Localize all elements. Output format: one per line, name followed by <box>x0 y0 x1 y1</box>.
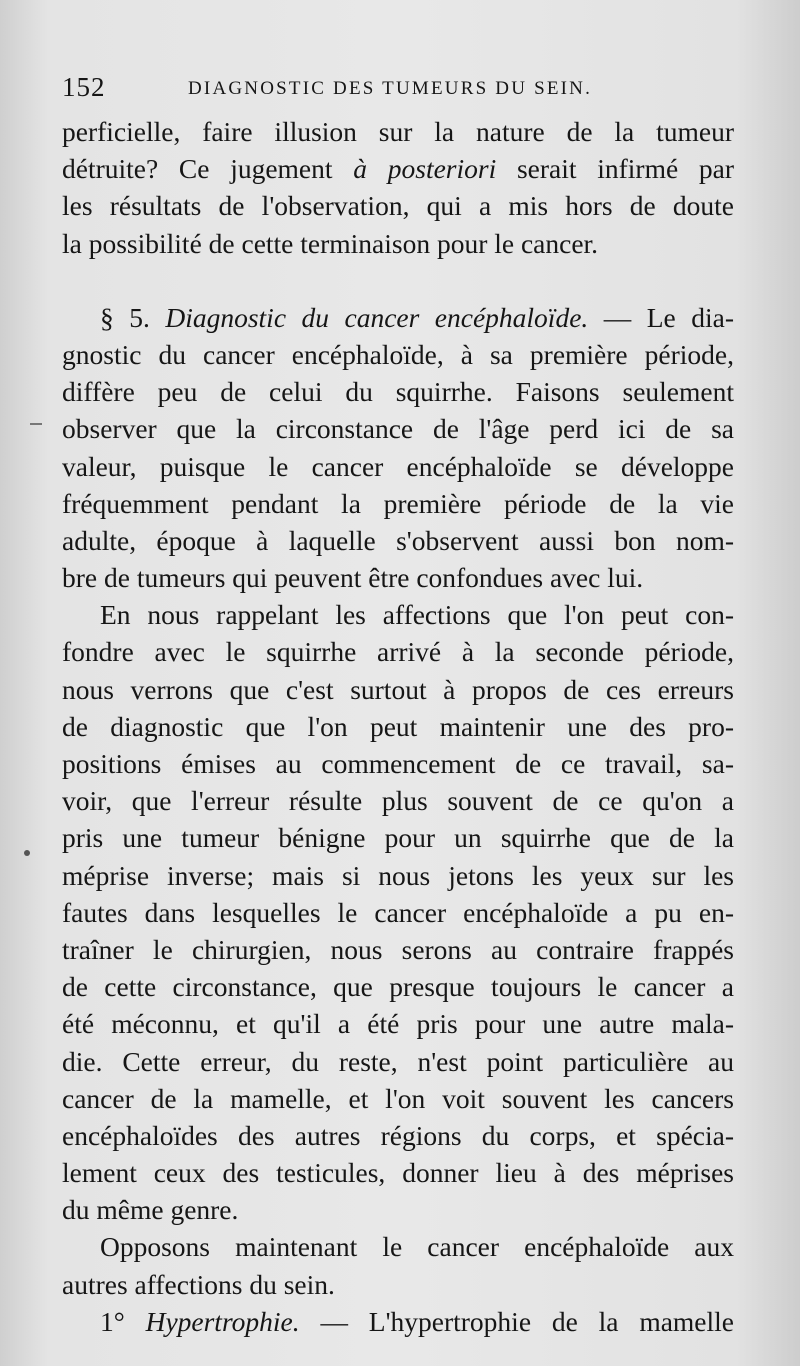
text-line <box>62 596 734 633</box>
text-line <box>62 1228 734 1265</box>
text-segment: de diagnostic que l'on peut maintenir une des pro- <box>62 710 734 742</box>
text-segment: voir, que l'erreur résulte plus souvent de ce qu'on a <box>62 785 734 817</box>
text-line <box>62 1080 734 1117</box>
text-segment: fréquemment pendant la première période de la vie <box>62 487 734 519</box>
text-segment: encéphaloïdes des autres régions du corps, et spécia- <box>62 1119 734 1151</box>
text-line <box>62 522 734 559</box>
text-segment: autres affections du sein. <box>62 1268 335 1300</box>
italic-text: Hypertrophie. <box>145 1305 300 1337</box>
text-line <box>62 708 734 745</box>
body-text <box>62 113 734 1340</box>
text-line <box>62 1303 734 1340</box>
running-head: DIAGNOSTIC DES TUMEURS DU SEIN. <box>188 78 593 99</box>
text-segment: détruite? Ce jugement <box>62 153 354 185</box>
text-line <box>62 819 734 856</box>
text-line <box>62 336 734 373</box>
page-header <box>62 72 742 108</box>
text-segment: serait infirmé par <box>496 153 735 185</box>
text-segment: la possibilité de cette terminaison pour le cancer. <box>62 227 599 259</box>
text-segment: méprise inverse; mais si nous jetons les yeux sur les <box>62 859 734 891</box>
text-segment: observer que la circonstance de l'âge perd ici de sa <box>62 413 734 445</box>
text-segment: fautes dans lesquelles le cancer encéphaloïde a pu en- <box>62 896 734 928</box>
paragraph-gap <box>62 262 734 299</box>
text-line <box>62 187 734 224</box>
text-line <box>62 559 734 596</box>
text-line <box>62 299 734 336</box>
text-line <box>62 745 734 782</box>
text-segment: adulte, époque à laquelle s'observent aussi bon nom- <box>62 524 734 556</box>
italic-text: Diagnostic du cancer encéphaloïde. <box>165 301 589 333</box>
text-segment: Opposons maintenant le cancer encéphaloïde aux <box>100 1231 734 1263</box>
text-segment: fondre avec le squirrhe arrivé à la seconde période, <box>62 636 734 668</box>
text-segment: bre de tumeurs qui peuvent être confondues avec lui. <box>62 562 644 594</box>
text-line <box>62 373 734 410</box>
text-line <box>62 225 734 262</box>
text-segment: lement ceux des testicules, donner lieu à des méprises <box>62 1157 734 1189</box>
text-line <box>62 894 734 931</box>
text-line <box>62 1043 734 1080</box>
italic-text: à posteriori <box>353 153 497 185</box>
text-segment: En nous rappelant les affections que l'on peut con- <box>100 599 734 631</box>
text-line <box>62 1266 734 1303</box>
margin-ink-mark <box>30 423 42 425</box>
text-segment: § 5. <box>100 301 166 333</box>
text-line <box>62 485 734 522</box>
text-segment: les résultats de l'observation, qui a mis hors de doute <box>62 190 734 222</box>
text-line <box>62 1005 734 1042</box>
text-line <box>62 782 734 819</box>
page-number: 152 <box>62 72 106 102</box>
text-line <box>62 857 734 894</box>
text-segment: été méconnu, et qu'il a été pris pour une autre mala- <box>62 1008 734 1040</box>
text-line <box>62 448 734 485</box>
text-line <box>62 968 734 1005</box>
text-segment: die. Cette erreur, du reste, n'est point particulière au <box>62 1045 734 1077</box>
text-line <box>62 1154 734 1191</box>
text-segment: du même genre. <box>62 1194 239 1226</box>
text-segment: 1° <box>100 1305 146 1337</box>
text-segment: nous verrons que c'est surtout à propos de ces erreurs <box>62 673 734 705</box>
text-segment: — Le dia- <box>588 301 734 333</box>
margin-ink-dot <box>24 850 30 856</box>
text-segment: positions émises au commencement de ce travail, sa- <box>62 748 734 779</box>
text-segment: cancer de la mamelle, et l'on voit souvent les cancers <box>62 1082 734 1114</box>
text-line <box>62 671 734 708</box>
text-segment: gnostic du cancer encéphaloïde, à sa première période, <box>62 338 734 370</box>
text-line <box>62 113 734 150</box>
text-line <box>62 150 734 187</box>
text-segment: valeur, puisque le cancer encéphaloïde se développe <box>62 450 734 482</box>
text-segment: traîner le chirurgien, nous serons au contraire frappés <box>62 933 734 965</box>
text-segment: perficielle, faire illusion sur la nature de la tumeur <box>62 116 734 147</box>
text-line <box>62 410 734 447</box>
text-segment: de cette circonstance, que presque toujours le cancer a <box>62 971 734 1003</box>
text-line <box>62 1117 734 1154</box>
text-segment: — L'hypertrophie de la mamelle <box>299 1305 734 1337</box>
text-segment: diffère peu de celui du squirrhe. Faisons seulement <box>62 376 734 408</box>
text-line <box>62 633 734 670</box>
text-line <box>62 931 734 968</box>
text-segment: pris une tumeur bénigne pour un squirrhe que de la <box>62 822 734 854</box>
text-line <box>62 1191 734 1228</box>
